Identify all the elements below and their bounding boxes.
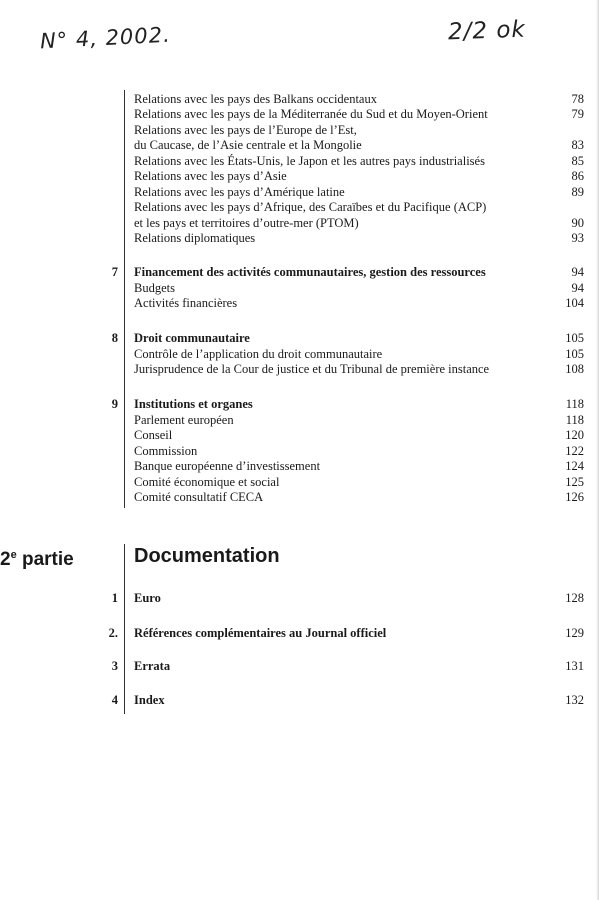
toc-entry-page: 90 <box>571 216 584 230</box>
toc-entry <box>134 295 584 311</box>
section-rule-top <box>124 90 125 508</box>
toc-entry-title: et les pays et territoires d’outre-mer (PTOM) <box>134 216 359 230</box>
toc-entry-title: Commission <box>134 444 198 458</box>
toc-entry-page: 122 <box>565 444 584 458</box>
toc-entry-page: 125 <box>565 475 584 489</box>
toc-entry <box>134 199 584 215</box>
part2-entry-title: Références complémentaires au Journal officiel <box>134 626 387 640</box>
toc-entry-page: 93 <box>571 231 584 245</box>
part-label-sup: e <box>10 549 17 561</box>
part2-entry-page: 129 <box>565 626 584 640</box>
toc-entry-page: 89 <box>571 185 584 199</box>
toc-entry-page: 105 <box>565 347 584 361</box>
chapter-number: 8 <box>111 331 118 345</box>
part2-entry-number: 2. <box>108 626 118 640</box>
toc-entry-page: 124 <box>565 459 584 473</box>
toc-entry-title: Parlement européen <box>134 413 234 427</box>
toc-entry-page: 120 <box>565 428 584 442</box>
chapter-number: 9 <box>111 397 118 411</box>
chapter-page: 105 <box>565 331 584 345</box>
toc-entry-page: 118 <box>565 413 584 427</box>
toc-entry-page: 86 <box>571 169 584 183</box>
part2-entry-number: 4 <box>111 693 118 707</box>
toc-entry <box>134 458 584 474</box>
section-rule-part2 <box>124 544 125 714</box>
toc-entry <box>134 427 584 443</box>
toc-entry-page: 83 <box>571 138 584 152</box>
part2-entry-page: 131 <box>565 659 584 673</box>
part2-entry-title: Euro <box>134 591 161 605</box>
chapter-number: 7 <box>111 265 118 279</box>
toc-entry-page: 79 <box>571 107 584 121</box>
toc-entry-page: 108 <box>565 362 584 376</box>
toc-entry-title: Relations avec les pays de la Méditerranée du Sud et du Moyen-Orient <box>134 107 488 121</box>
toc-entry-title: Conseil <box>134 428 173 442</box>
part2-entry-number: 1 <box>111 591 118 605</box>
toc-entry <box>134 474 584 490</box>
part2-entry-page: 128 <box>565 591 584 605</box>
toc-entry <box>134 412 584 428</box>
toc-entry <box>134 280 584 296</box>
part2-entry <box>134 692 584 708</box>
toc-entry <box>134 91 584 107</box>
toc-entry-title: du Caucase, de l’Asie centrale et la Mongolie <box>134 138 362 152</box>
toc-entry-title: Relations avec les États-Unis, le Japon et les autres pays industrialisés <box>134 154 485 168</box>
part-label-word: partie <box>16 549 74 570</box>
toc-entry-page: 94 <box>571 281 584 295</box>
toc-entry-title: Jurisprudence de la Cour de justice et du Tribunal de première instance <box>134 362 490 376</box>
toc-entry-page: 78 <box>571 92 584 106</box>
toc-entry <box>134 361 584 377</box>
chapter-heading <box>134 330 584 346</box>
toc-entry-title: Banque européenne d’investissement <box>134 459 321 473</box>
toc-entry <box>134 489 584 505</box>
toc-entry-title: Budgets <box>134 281 175 295</box>
toc-entry <box>134 153 584 169</box>
toc-entry-title: Relations avec les pays d’Amérique latine <box>134 185 345 199</box>
toc-entry-title: Relations avec les pays des Balkans occidentaux <box>134 92 377 106</box>
toc-entry <box>134 122 584 138</box>
toc-entry <box>134 230 584 246</box>
toc-entry-title: Contrôle de l’application du droit communautaire <box>134 347 383 361</box>
toc-entry-title: Comité consultatif CECA <box>134 490 264 504</box>
toc-entry <box>134 184 584 200</box>
toc-entry-title: Relations diplomatiques <box>134 231 256 245</box>
part2-entry-title: Errata <box>134 659 171 673</box>
chapter-title: Droit communautaire <box>134 331 250 345</box>
toc-entry-title: Relations avec les pays d’Afrique, des Caraïbes et du Pacifique (ACP) <box>134 200 487 214</box>
toc-entry-title: Relations avec les pays d’Asie <box>134 169 287 183</box>
chapter-heading <box>134 396 584 412</box>
toc-entry <box>134 106 584 122</box>
toc-entry-page: 104 <box>565 296 584 310</box>
part-label <box>0 544 74 571</box>
part2-entry <box>134 590 584 606</box>
toc-entry-title: Activités financières <box>134 296 238 310</box>
chapter-title: Institutions et organes <box>134 397 253 411</box>
handwritten-note-check: 2/2 ok <box>447 16 527 46</box>
toc-entry-page: 85 <box>571 154 584 168</box>
chapter-heading <box>134 264 584 280</box>
part2-entry-page: 132 <box>565 693 584 707</box>
toc-entry-page: 126 <box>565 490 584 504</box>
part2-entry <box>134 658 584 674</box>
part-label-number: 2 <box>0 549 11 570</box>
toc-entry-title: Comité économique et social <box>134 475 280 489</box>
toc-entry <box>134 346 584 362</box>
part-title: Documentation <box>134 545 280 567</box>
toc-entry <box>134 215 584 231</box>
toc-entry <box>134 137 584 153</box>
toc-entry <box>134 168 584 184</box>
part2-entry <box>134 625 584 641</box>
handwritten-note-issue: N° 4, 2002. <box>39 22 172 54</box>
part2-entry-title: Index <box>134 693 165 707</box>
chapter-page: 118 <box>565 397 584 411</box>
part2-entry-number: 3 <box>111 659 118 673</box>
chapter-page: 94 <box>571 265 584 279</box>
toc-entry-title: Relations avec les pays de l’Europe de l’Est, <box>134 123 357 137</box>
toc-entry <box>134 443 584 459</box>
chapter-title: Financement des activités communautaires, gestion des ressources <box>134 265 486 279</box>
